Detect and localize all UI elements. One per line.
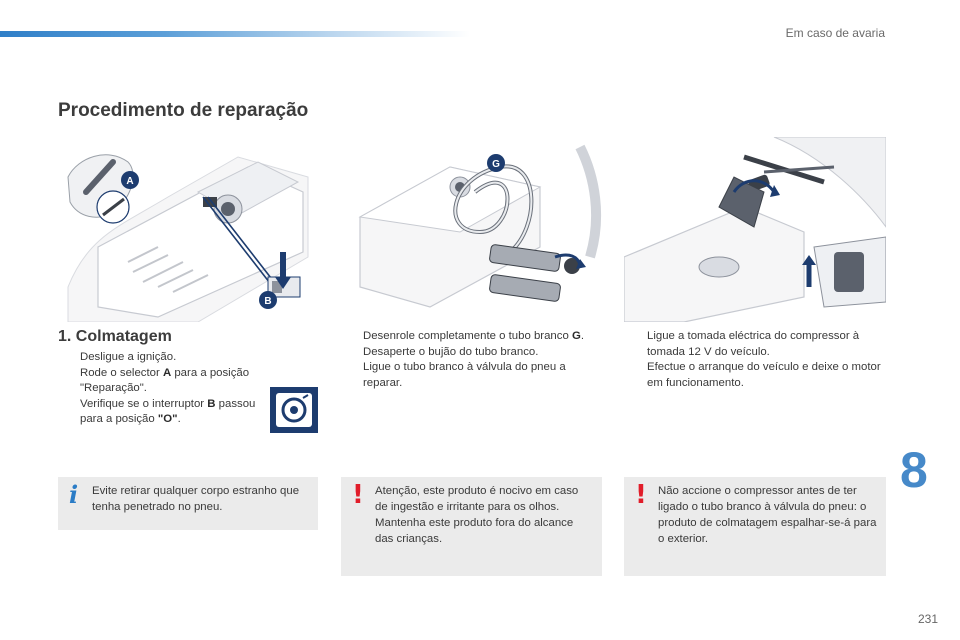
illustration-white-hose — [340, 137, 602, 322]
compressor-selector-drawing — [58, 137, 318, 322]
step-item: Ligue a tomada eléctrica do compressor à tomada 12 V do veículo. — [647, 330, 860, 358]
info-note-text: Evite retirar qualquer corpo estranho que tenha penetrado no pneu. — [92, 485, 300, 513]
step-item: Desaperte o bujão do tubo branco. — [363, 345, 539, 358]
illustration-compressor-selector — [58, 137, 318, 322]
step-item: Verifique se o interruptor B passou para a posição "O". — [80, 397, 256, 426]
steps-column-1 — [58, 350, 273, 428]
label-b: B — [264, 296, 272, 307]
label-a: A — [126, 176, 134, 187]
tyre-repair-icon — [270, 387, 318, 433]
page-heading: Procedimento de reparação — [58, 100, 309, 121]
warning-note-1-text: Atenção, este produto é nocivo em caso de ingestão e irritante para os olhos. Mantenha este produto fora do alcance das crianças. — [375, 485, 579, 545]
step-item: Rode o selector A para a posição "Reparação". — [80, 366, 250, 395]
illustration-12v-socket — [624, 137, 886, 322]
warning-note-1 — [341, 477, 602, 576]
section-heading: 1. Colmatagem — [58, 328, 172, 345]
chapter-title: Em caso de avaria — [785, 26, 885, 40]
step-item: Desenrole completamente o tubo branco G. — [363, 330, 584, 342]
info-icon: i — [69, 480, 79, 509]
steps-column-3 — [625, 329, 887, 391]
warning-icon: ! — [635, 480, 647, 510]
white-hose-drawing — [340, 137, 602, 322]
socket-connection-drawing — [624, 137, 886, 322]
page-number: 231 — [918, 612, 939, 626]
label-g: G — [492, 159, 500, 170]
repair-switch-icon — [270, 387, 318, 433]
steps-column-2 — [341, 329, 603, 391]
warning-icon: ! — [352, 480, 364, 510]
header-accent-bar — [0, 31, 470, 37]
info-note — [58, 477, 318, 530]
step-item: Desligue a ignição. — [80, 351, 177, 363]
chapter-number: 8 — [900, 442, 928, 498]
step-item: Ligue o tubo branco à válvula do pneu a reparar. — [363, 361, 566, 389]
warning-note-2-text: Não accione o compressor antes de ter ligado o tubo branco à válvula do pneu: o produto de colmatagem espalhar-se-á para o exterior. — [658, 485, 877, 545]
warning-note-2 — [624, 477, 886, 576]
step-item: Efectue o arranque do veículo e deixe o motor em funcionamento. — [647, 361, 881, 389]
